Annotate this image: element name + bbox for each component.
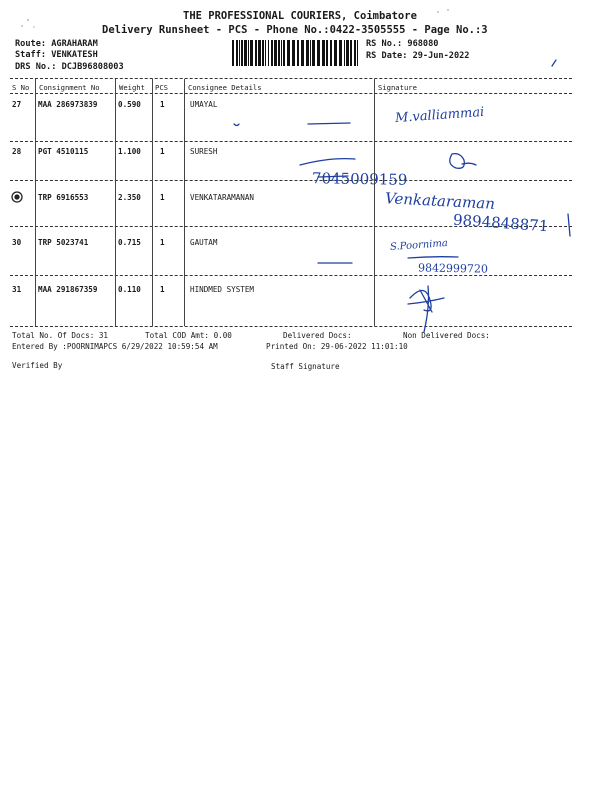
col-header-sno: S No [12,83,30,92]
row-weight: 2.350 [118,193,141,202]
rs-date: RS Date: 29-Jun-2022 [366,51,470,61]
handwritten-signature: Venkataraman [384,189,496,213]
total-docs: Total No. Of Docs: 31 [12,331,109,340]
row-sno: 27 [12,100,22,109]
rs-number: RS No.: 968080 [366,39,439,49]
row-consignment: MAA 291867359 [38,285,98,294]
row-weight: 0.110 [118,285,141,294]
row-consignee: HINDMED SYSTEM [190,285,255,294]
total-cod: Total COD Amt: 0.00 [145,331,232,340]
row-pcs: 1 [160,193,165,202]
row-sno: 30 [12,238,22,247]
col-header-consignment: Consignment No [39,83,100,92]
col-header-pcs: PCS [155,83,168,92]
col-header-weight: Weight [119,83,145,92]
verified-by: Verified By [12,361,63,370]
row-weight: 0.715 [118,238,141,247]
col-header-signature: Signature [378,83,417,92]
row-consignee: SURESH [190,147,218,156]
row-pcs: 1 [160,238,165,247]
handwritten-signature: M.valliammai [394,104,485,127]
company-title: THE PROFESSIONAL COURIERS, Coimbatore [183,10,417,22]
drs-number: DRS No.: DCJB96808003 [15,62,124,72]
row-consignment: TRP 6916553 [38,193,89,202]
row-pcs: 1 [160,285,165,294]
non-delivered-docs: Non Delivered Docs: [403,331,490,340]
row-pcs: 1 [160,100,165,109]
row-consignee: VENKATARAMANAN [190,193,255,202]
row-sno: 28 [12,147,22,156]
row-consignment: TRP 5023741 [38,238,89,247]
printed-on: Printed On: 29-06-2022 11:01:10 [266,342,408,351]
staff-label: Staff: VENKATESH [15,50,98,60]
col-header-consignee: Consignee Details [188,83,262,92]
handwritten-phone: 9842999720 [417,261,489,276]
handwritten-phone: 7045009159 [311,169,408,189]
row-consignment: MAA 286973839 [38,100,98,109]
row-consignee: UMAYAL [190,100,218,109]
row-consignment: PGT 4510115 [38,147,89,156]
handwritten-phone: 9894848871 [452,210,549,236]
row-pcs: 1 [160,147,165,156]
runsheet-subtitle: Delivery Runsheet - PCS - Phone No.:0422-3505555 - Page No.:3 [102,24,488,36]
row-sno: 31 [12,285,22,294]
row-consignee: GAUTAM [190,238,218,247]
route-label: Route: AGRAHARAM [15,39,98,49]
staff-signature: Staff Signature [271,362,340,371]
handwritten-signature: S.Poornima [389,237,449,254]
delivered-docs: Delivered Docs: [283,331,352,340]
row-weight: 1.100 [118,147,141,156]
entered-by: Entered By :POORNIMAPCS 6/29/2022 10:59:54 AM [12,342,218,351]
row-weight: 0.590 [118,100,141,109]
